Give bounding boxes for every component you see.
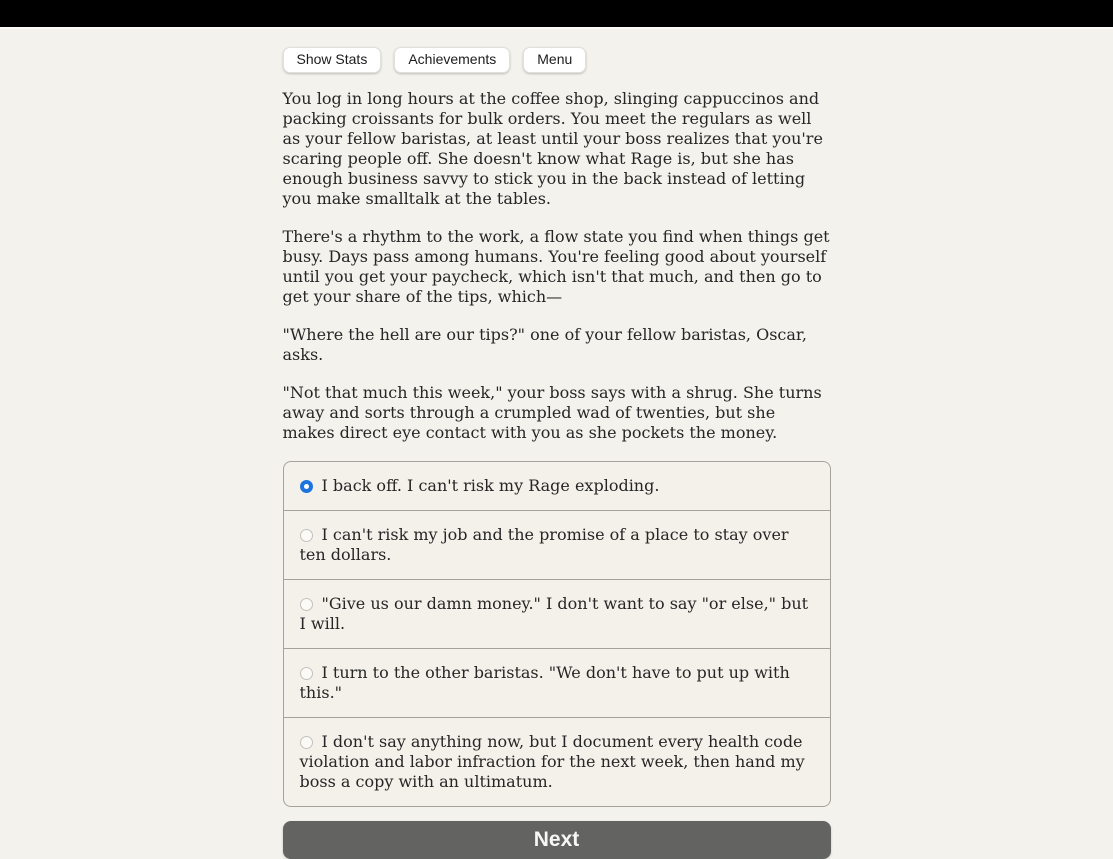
radio-unselected-icon[interactable] bbox=[300, 529, 313, 542]
radio-unselected-icon[interactable] bbox=[300, 667, 313, 680]
choice-option[interactable] bbox=[284, 648, 830, 717]
next-button[interactable]: Next bbox=[283, 821, 831, 859]
top-black-bar bbox=[0, 0, 1113, 29]
choice-option[interactable] bbox=[284, 717, 830, 806]
toolbar-button-menu[interactable]: Menu bbox=[523, 47, 586, 73]
choice-label: I back off. I can't risk my Rage exploding. bbox=[321, 476, 660, 495]
game-content bbox=[283, 29, 831, 859]
choice-label: I turn to the other baristas. "We don't have to put up with this." bbox=[299, 663, 790, 702]
choice-option[interactable] bbox=[284, 510, 830, 579]
story-paragraph: "Where the hell are our tips?" one of your fellow baristas, Oscar, asks. bbox=[282, 325, 807, 364]
radio-unselected-icon[interactable] bbox=[300, 598, 313, 611]
story-paragraph: You log in long hours at the coffee shop, slinging cappuccinos and packing croissants for bulk orders. You meet the regulars as well as your fellow baristas, at least until your boss realizes that you're scaring people off. She doesn't know what Rage is, but she has enough business savvy to stick you in the back instead of letting you make smalltalk at the tables. bbox=[282, 89, 823, 208]
choice-option[interactable] bbox=[284, 462, 830, 510]
choice-label: I don't say anything now, but I document every health code violation and labor infraction for the next week, then hand my boss a copy with an ultimatum. bbox=[299, 732, 805, 791]
toolbar-button-achievements[interactable]: Achievements bbox=[394, 47, 510, 73]
choice-label: "Give us our damn money." I don't want to say "or else," but I will. bbox=[299, 594, 809, 633]
story-paragraph: "Not that much this week," your boss says with a shrug. She turns away and sorts through a crumpled wad of twenties, but she makes direct eye contact with you as she pockets the money. bbox=[282, 383, 822, 442]
choice-label: I can't risk my job and the promise of a place to stay over ten dollars. bbox=[299, 525, 789, 564]
choice-list bbox=[283, 461, 831, 807]
story-paragraph: There's a rhythm to the work, a flow state you find when things get busy. Days pass among humans. You're feeling good about yourself until you get your paycheck, which isn't that much, and then go to get your share of the tips, which— bbox=[282, 227, 830, 306]
story-text bbox=[283, 89, 831, 443]
choice-option[interactable] bbox=[284, 579, 830, 648]
toolbar-button-show-stats[interactable]: Show Stats bbox=[283, 47, 382, 73]
radio-selected-icon[interactable] bbox=[300, 480, 313, 493]
radio-unselected-icon[interactable] bbox=[300, 736, 313, 749]
toolbar bbox=[283, 47, 831, 73]
